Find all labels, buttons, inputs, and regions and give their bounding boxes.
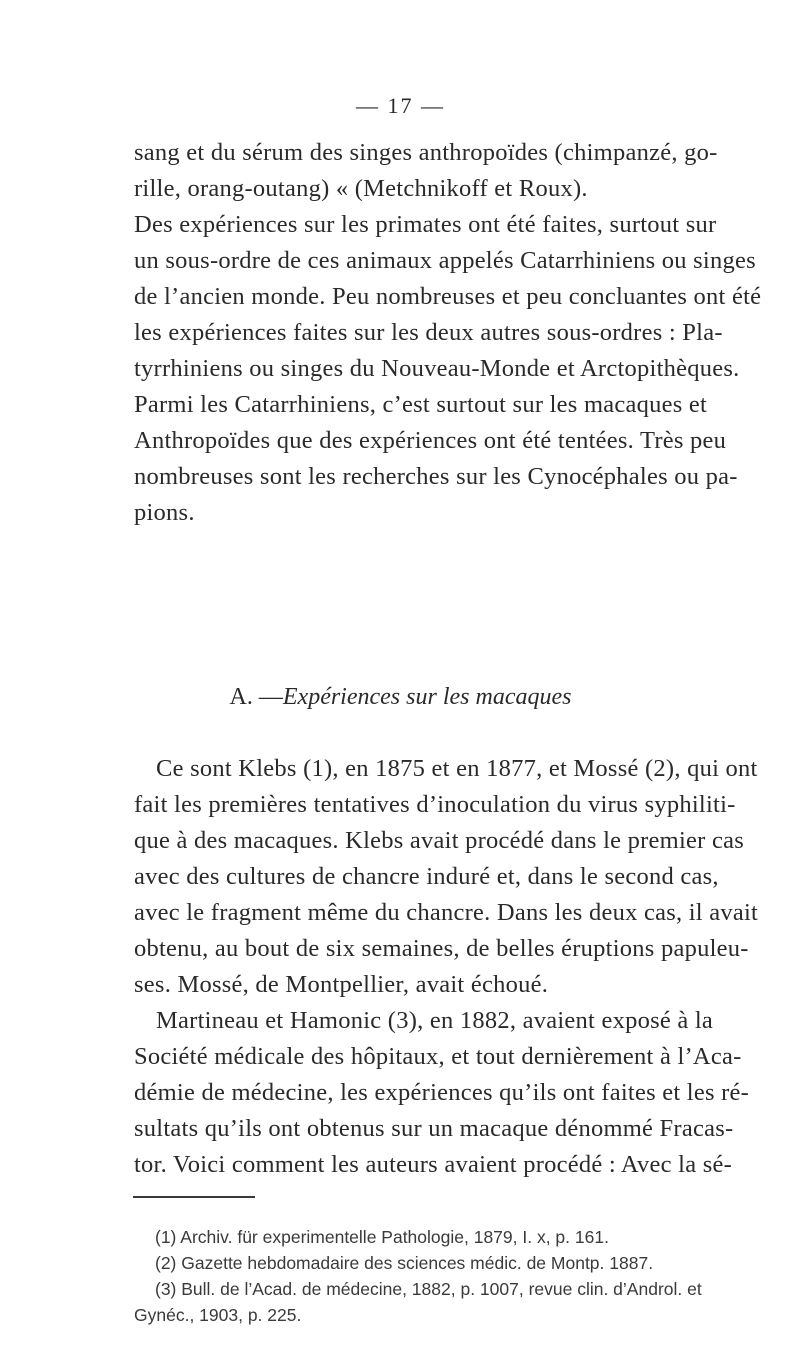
text-line: obtenu, au bout de six semaines, de belles éruptions papuleu- bbox=[134, 935, 749, 962]
text-line: Parmi les Catarrhiniens, c’est surtout sur les macaques et bbox=[134, 391, 708, 418]
text-line: pions. bbox=[134, 499, 195, 526]
footnote-3-cont: Gynéc., 1903, p. 225. bbox=[134, 1305, 302, 1325]
text-line: fait les premières tentatives d’inoculation du virus syphiliti- bbox=[134, 791, 736, 818]
text-line: tyrrhiniens ou singes du Nouveau-Monde et Arctopithèques. bbox=[134, 355, 740, 382]
text-line: Ce sont Klebs (1), en 1875 et en 1877, et Mossé (2), qui ont bbox=[156, 755, 758, 782]
footnote-1: (1) Archiv. für experimentelle Pathologie, 1879, I. x, p. 161. bbox=[155, 1227, 609, 1247]
text-line: sultats qu’ils ont obtenus sur un macaque dénommé Fracas- bbox=[134, 1115, 734, 1142]
text-line: nombreuses sont les recherches sur les Cynocéphales ou pa- bbox=[134, 463, 738, 490]
text-line: Société médicale des hôpitaux, et tout dernièrement à l’Aca- bbox=[134, 1043, 742, 1070]
text-line: de l’ancien monde. Peu nombreuses et peu concluantes ont été bbox=[134, 283, 762, 310]
text-line: avec des cultures de chancre induré et, dans le second cas, bbox=[134, 863, 719, 890]
footnote-divider bbox=[133, 1196, 255, 1198]
text-line: tor. Voici comment les auteurs avaient procédé : Avec la sé- bbox=[134, 1151, 733, 1178]
section-heading-prefix: A. — bbox=[229, 684, 283, 710]
text-line: Martineau et Hamonic (3), en 1882, avaient exposé à la bbox=[156, 1007, 714, 1034]
text-line: que à des macaques. Klebs avait procédé dans le premier cas bbox=[134, 827, 744, 854]
text-line: un sous-ordre de ces animaux appelés Catarrhiniens ou singes bbox=[134, 247, 756, 274]
page-number: — 17 — bbox=[356, 93, 445, 118]
text-line: démie de médecine, les expériences qu’ils ont faites et les ré- bbox=[134, 1079, 750, 1106]
text-line: Anthropoïdes que des expériences ont été tentées. Très peu bbox=[134, 427, 727, 454]
text-line: les expériences faites sur les deux autres sous-ordres : Pla- bbox=[134, 319, 723, 346]
footnote-3: (3) Bull. de l’Acad. de médecine, 1882, p. 1007, revue clin. d’Androl. et bbox=[155, 1279, 702, 1299]
section-heading bbox=[0, 680, 801, 714]
text-line: ses. Mossé, de Montpellier, avait échoué. bbox=[134, 971, 549, 998]
text-line: rille, orang-outang) « (Metchnikoff et Roux). bbox=[134, 175, 588, 202]
section-heading-title: Expériences sur les macaques bbox=[282, 684, 572, 710]
text-line: sang et du sérum des singes anthropoïdes (chimpanzé, go- bbox=[134, 139, 718, 166]
text-line: avec le fragment même du chancre. Dans les deux cas, il avait bbox=[134, 899, 759, 926]
footnote-2: (2) Gazette hebdomadaire des sciences médic. de Montp. 1887. bbox=[155, 1253, 654, 1273]
text-line: Des expériences sur les primates ont été faites, surtout sur bbox=[134, 211, 717, 238]
